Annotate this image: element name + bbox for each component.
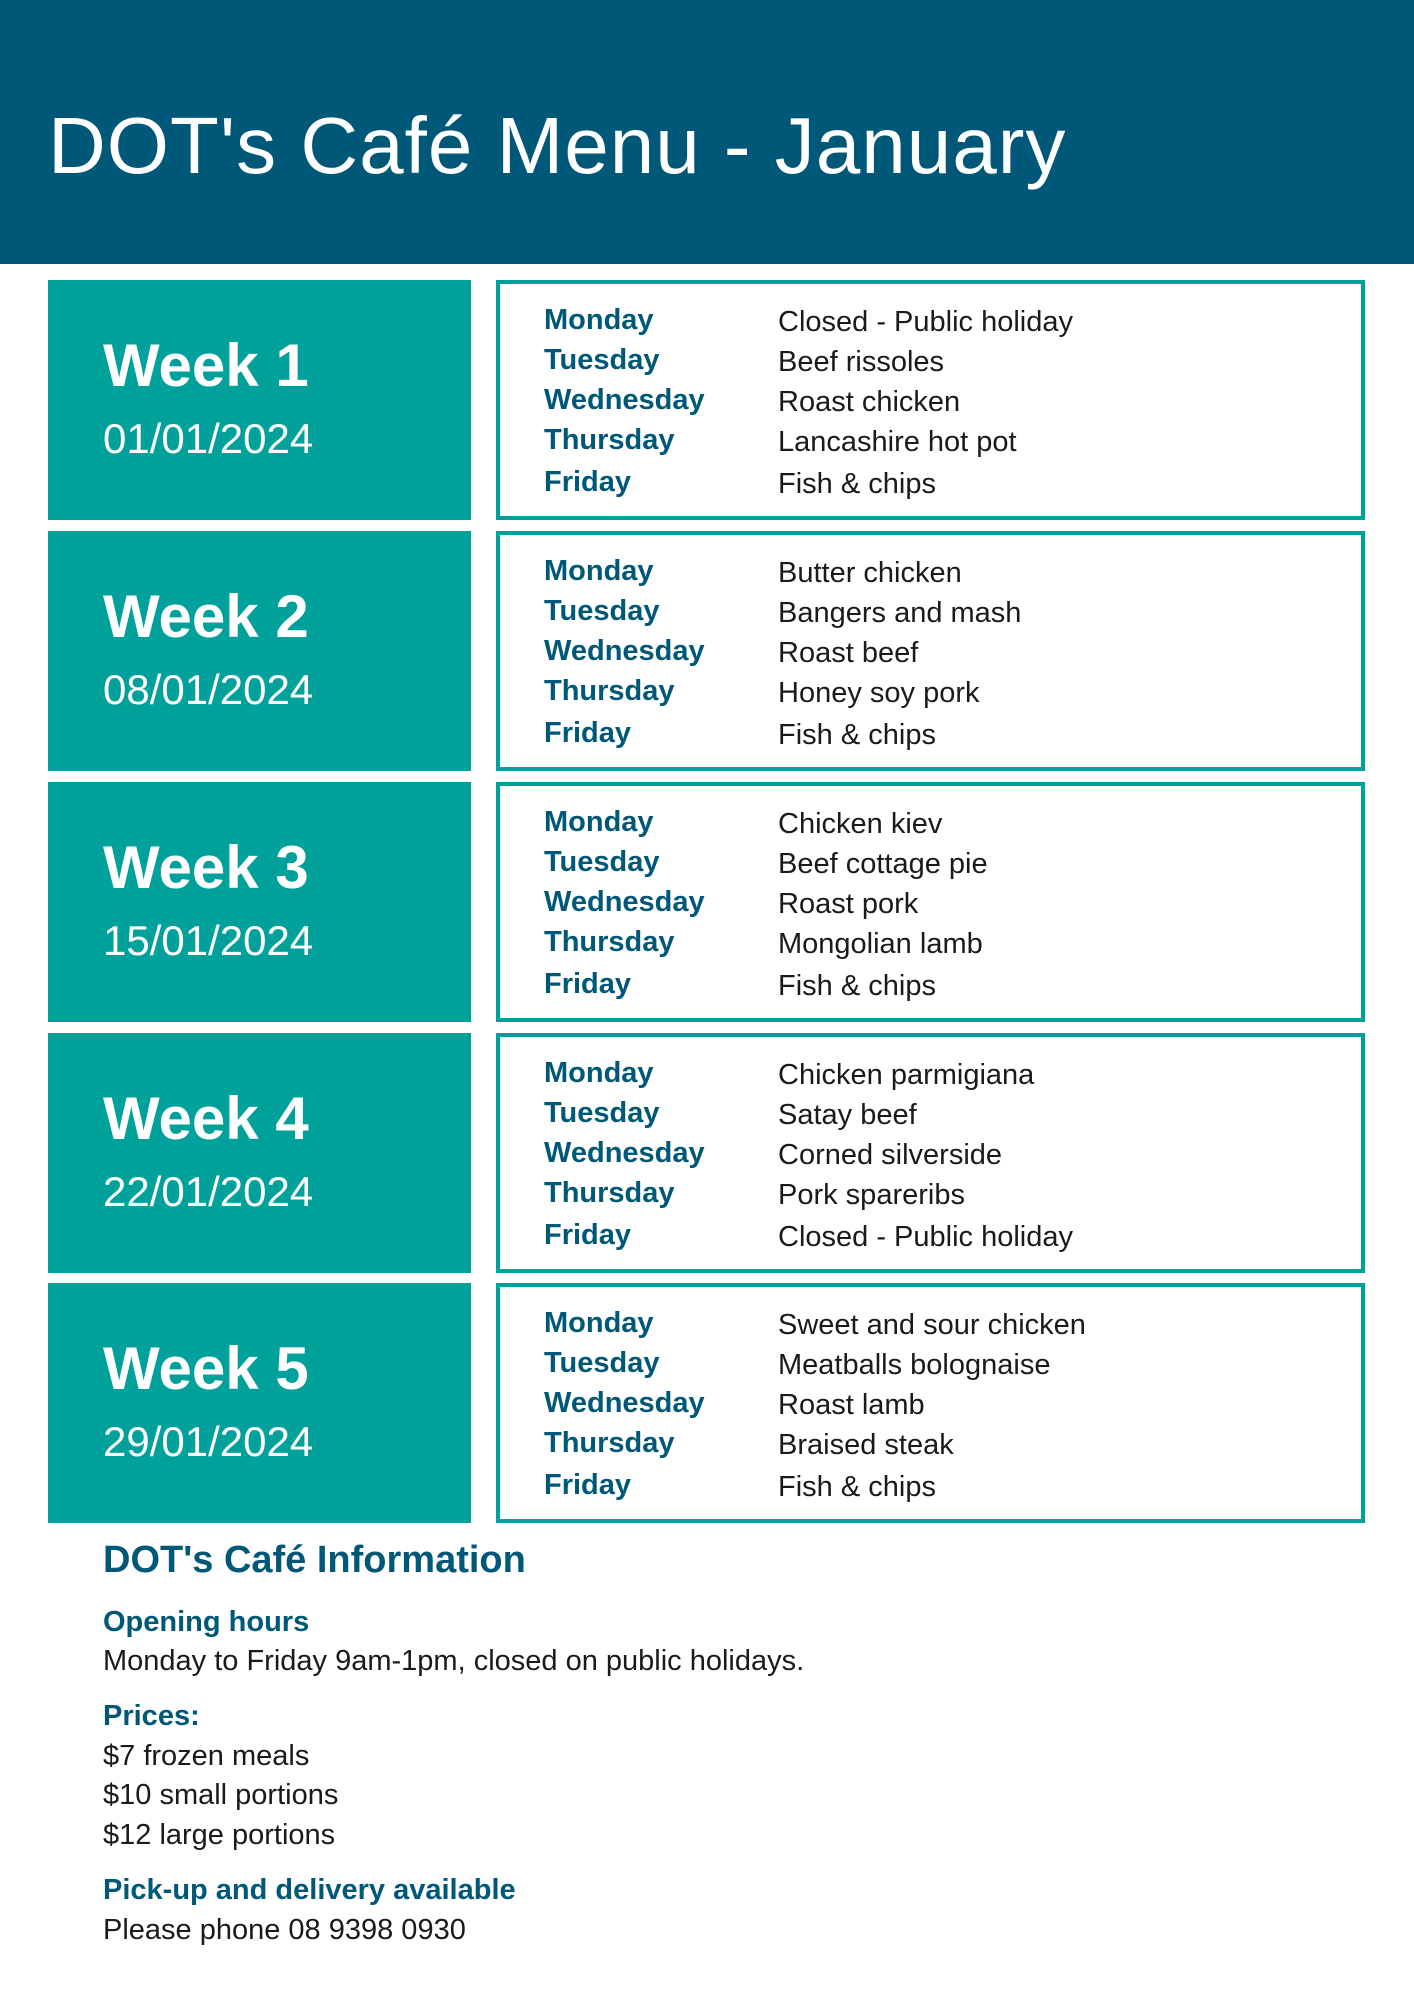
week-card: [48, 531, 471, 771]
menu-day: Thursday: [544, 424, 675, 456]
week-date: 22/01/2024: [103, 1168, 314, 1215]
menu-line: [500, 882, 1360, 922]
delivery-phone: Please phone 08 9398 0930: [103, 1914, 466, 1946]
menu-line: [500, 380, 1360, 420]
delivery-heading: Pick-up and delivery available: [103, 1874, 516, 1906]
week-menu: [496, 782, 1365, 1022]
menu-line: [500, 964, 1360, 1004]
menu-day: Monday: [544, 555, 654, 587]
menu-meal: Chicken parmigiana: [778, 1059, 1035, 1091]
menu-day: Wednesday: [544, 1137, 705, 1169]
menu-line: [500, 420, 1360, 460]
week-label: Week 2: [103, 583, 309, 650]
menu-day: Tuesday: [544, 846, 660, 878]
menu-meal: Roast lamb: [778, 1389, 925, 1421]
opening-hours-text: Monday to Friday 9am-1pm, closed on public holidays.: [103, 1645, 805, 1677]
menu-line: [500, 591, 1360, 631]
week-menu: [496, 280, 1365, 520]
week-menu: [496, 531, 1365, 771]
menu-line: [500, 551, 1360, 591]
info-title: DOT's Café Information: [103, 1539, 526, 1581]
price-item: $7 frozen meals: [103, 1740, 310, 1772]
week-row: [48, 1033, 1365, 1273]
menu-line: [500, 631, 1360, 671]
menu-meal: Meatballs bolognaise: [778, 1349, 1051, 1381]
menu-meal: Roast beef: [778, 637, 919, 669]
menu-meal: Braised steak: [778, 1429, 954, 1461]
menu-day: Friday: [544, 968, 632, 1000]
week-row: [48, 1283, 1365, 1523]
menu-meal: Fish & chips: [778, 970, 936, 1002]
price-item: $10 small portions: [103, 1779, 339, 1811]
menu-line: [500, 1423, 1360, 1463]
menu-line: [500, 1343, 1360, 1383]
menu-day: Wednesday: [544, 384, 705, 416]
menu-day: Thursday: [544, 1177, 675, 1209]
menu-meal: Fish & chips: [778, 719, 936, 751]
menu-line: [500, 922, 1360, 962]
menu-line: [500, 1173, 1360, 1213]
menu-line: [500, 462, 1360, 502]
menu-meal: Roast pork: [778, 888, 919, 920]
menu-day: Tuesday: [544, 1097, 660, 1129]
menu-meal: Fish & chips: [778, 468, 936, 500]
menu-day: Thursday: [544, 675, 675, 707]
menu-meal: Fish & chips: [778, 1471, 936, 1503]
menu-line: [500, 340, 1360, 380]
menu-day: Friday: [544, 466, 632, 498]
menu-meal: Closed - Public holiday: [778, 1221, 1073, 1253]
menu-line: [500, 713, 1360, 753]
menu-day: Tuesday: [544, 344, 660, 376]
menu-meal: Sweet and sour chicken: [778, 1309, 1086, 1341]
menu-line: [500, 1383, 1360, 1423]
week-card: [48, 1283, 471, 1523]
menu-line: [500, 1133, 1360, 1173]
week-menu: [496, 1033, 1365, 1273]
menu-line: [500, 300, 1360, 340]
menu-line: [500, 1053, 1360, 1093]
menu-day: Wednesday: [544, 635, 705, 667]
week-card: [48, 782, 471, 1022]
price-item: $12 large portions: [103, 1819, 336, 1851]
week-label: Week 5: [103, 1335, 309, 1402]
menu-day: Friday: [544, 1219, 632, 1251]
menu-line: [500, 1303, 1360, 1343]
menu-day: Wednesday: [544, 1387, 705, 1419]
menu-day: Monday: [544, 1307, 654, 1339]
menu-line: [500, 1465, 1360, 1505]
menu-day: Thursday: [544, 1427, 675, 1459]
week-row: [48, 782, 1365, 1022]
week-date: 29/01/2024: [103, 1418, 314, 1465]
week-date: 15/01/2024: [103, 917, 314, 964]
week-row: [48, 280, 1365, 520]
week-label: Week 3: [103, 834, 309, 901]
menu-day: Wednesday: [544, 886, 705, 918]
menu-day: Monday: [544, 1057, 654, 1089]
week-date: 01/01/2024: [103, 415, 314, 462]
menu-line: [500, 1093, 1360, 1133]
menu-meal: Beef rissoles: [778, 346, 945, 378]
week-menu: [496, 1283, 1365, 1523]
menu-meal: Closed - Public holiday: [778, 306, 1073, 338]
week-date: 08/01/2024: [103, 666, 314, 713]
page-title: DOT's Café Menu - January: [48, 101, 1067, 190]
menu-meal: Lancashire hot pot: [778, 426, 1017, 458]
menu-meal: Pork spareribs: [778, 1179, 965, 1211]
week-card: [48, 280, 471, 520]
menu-meal: Satay beef: [778, 1099, 917, 1131]
menu-meal: Beef cottage pie: [778, 848, 988, 880]
menu-meal: Chicken kiev: [778, 808, 943, 840]
menu-meal: Honey soy pork: [778, 677, 980, 709]
menu-line: [500, 802, 1360, 842]
week-card: [48, 1033, 471, 1273]
week-label: Week 4: [103, 1085, 309, 1152]
menu-line: [500, 671, 1360, 711]
opening-hours-heading: Opening hours: [103, 1606, 310, 1638]
menu-meal: Butter chicken: [778, 557, 962, 589]
menu-line: [500, 1215, 1360, 1255]
prices-heading: Prices:: [103, 1700, 200, 1732]
week-row: [48, 531, 1365, 771]
menu-line: [500, 842, 1360, 882]
menu-day: Friday: [544, 1469, 632, 1501]
menu-meal: Bangers and mash: [778, 597, 1022, 629]
menu-meal: Mongolian lamb: [778, 928, 983, 960]
menu-day: Tuesday: [544, 1347, 660, 1379]
menu-day: Monday: [544, 304, 654, 336]
menu-day: Tuesday: [544, 595, 660, 627]
menu-meal: Corned silverside: [778, 1139, 1003, 1171]
menu-day: Monday: [544, 806, 654, 838]
week-label: Week 1: [103, 332, 309, 399]
menu-day: Thursday: [544, 926, 675, 958]
menu-day: Friday: [544, 717, 632, 749]
menu-meal: Roast chicken: [778, 386, 961, 418]
page-header: [0, 0, 1414, 264]
